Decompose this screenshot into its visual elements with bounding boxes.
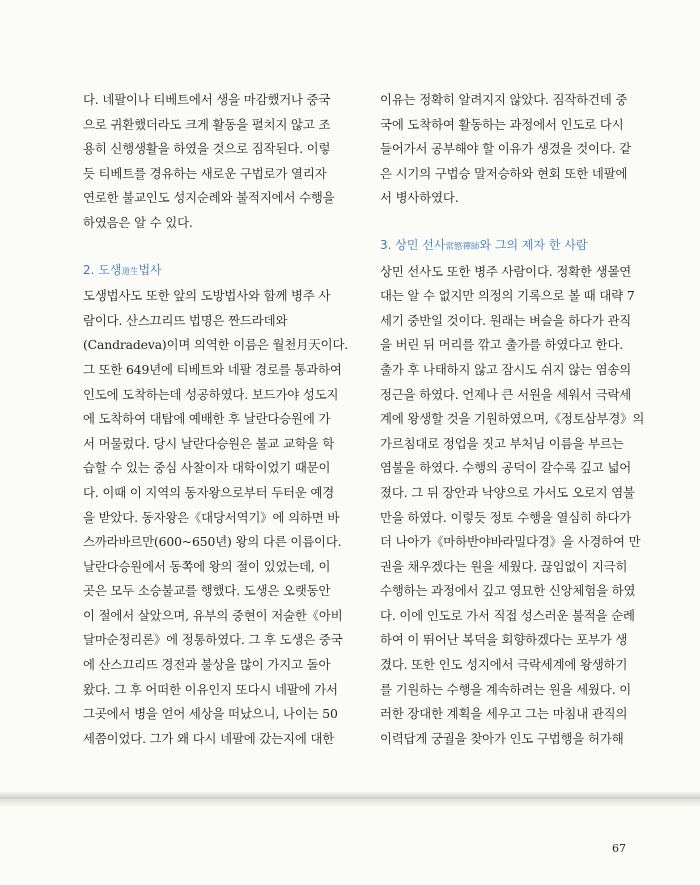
text-line: 세기 중반일 것이다. 원래는 벼슬을 하다가 관직 — [380, 312, 632, 328]
text-line: 곳은 모두 소승불교를 행했다. 도생은 오랫동안 — [83, 583, 331, 599]
text-line: 다. 이에 인도로 가서 직접 성스러운 불적을 순례 — [380, 607, 635, 623]
text-line: 서 머물렀다. 당시 날란다승원은 불교 교학을 학 — [83, 435, 335, 451]
text-line: 출가 후 나태하지 않고 잠시도 쉬지 않는 염송의 — [380, 361, 632, 377]
text-line: 염불을 하였다. 수행의 공덕이 갈수록 깊고 넓어 — [380, 460, 632, 476]
text-line: 인도에 도착하는데 성공하였다. 보드가야 성도지 — [83, 386, 339, 402]
text-line: 날란다승원에서 동쪽에 왕의 절이 있었는데, 이 — [83, 558, 331, 574]
heading-2-suffix: 법사 — [138, 262, 162, 277]
text-line: 용히 신행생활을 하였을 것으로 짐작된다. 이렇 — [83, 141, 331, 157]
text-line: 다. 이때 이 지역의 동자왕으로부터 두터운 예경 — [83, 484, 335, 500]
text-line: 달마순정리론》에 정통하였다. 그 후 도생은 중국 — [83, 632, 343, 648]
heading-3-text: 3. 상민 선사 — [380, 237, 446, 252]
text-line: 다. 네팔이나 티베트에서 생을 마감했거나 중국 — [83, 92, 331, 107]
text-line: 상민 선사도 또한 병주 사람이다. 정확한 생몰연 — [380, 263, 632, 279]
footer-divider-line — [0, 797, 700, 799]
text-line: 은 시기의 구법승 말저승하와 현회 또한 네팔에 — [380, 165, 628, 181]
text-line: 하였음은 알 수 있다. — [83, 214, 193, 230]
text-line: 겼다. 또한 인도 성지에서 극락세계에 왕생하기 — [380, 657, 628, 673]
text-line: 습할 수 있는 중심 사찰이자 대학이었기 때문이 — [83, 460, 331, 476]
text-line: (Candradeva)이며 의역한 이름은 월천月天이다. — [83, 337, 349, 353]
text-line: 를 기원하는 수행을 계속하려는 원을 세웠다. 이 — [380, 681, 632, 697]
text-line: 국에 도착하여 활동하는 과정에서 인도로 다시 — [380, 116, 624, 132]
text-line: 에 도착하여 대탑에 예배한 후 날란다승원에 가 — [83, 411, 331, 427]
heading-3-suffix: 와 그의 제자 한 사람 — [479, 237, 588, 252]
right-paragraph-2 — [380, 260, 648, 752]
text-line: 이유는 정확히 알려지지 않았다. 짐작하건데 중 — [380, 92, 628, 107]
page-number: 67 — [612, 842, 626, 855]
text-line: 람이다. 산스끄리뜨 법명은 짠드라데와 — [83, 312, 288, 328]
text-line: 정근을 하였다. 언제나 큰 서원을 세워서 극락세 — [380, 386, 632, 402]
text-line: 권을 채우겠다는 원을 세웠다. 끊임없이 지극히 — [380, 558, 628, 574]
text-line: 더 나아가《마하반야바라밀다경》을 사경하여 만 — [380, 534, 641, 550]
left-column — [83, 88, 351, 751]
section-heading-3 — [380, 233, 648, 260]
text-line: 연로한 불교인도 성지순례와 불적지에서 수행을 — [83, 190, 335, 206]
text-line: 세쯤이었다. 그가 왜 다시 네팔에 갔는지에 대한 — [83, 730, 335, 746]
text-line: 하여 이 뛰어난 복덕을 회향하겠다는 포부가 생 — [380, 632, 628, 648]
text-line: 이 절에서 살았으며, 유부의 중현이 저술한《아비 — [83, 607, 343, 623]
text-line: 으로 귀환했더라도 크게 활동을 펼치지 않고 조 — [83, 116, 331, 132]
text-line: 도생법사도 또한 앞의 도방법사와 함께 병주 사 — [83, 288, 331, 304]
left-paragraph-2 — [83, 284, 351, 751]
text-line: 을 받았다. 동자왕은《대당서역기》에 의하면 바 — [83, 509, 340, 525]
text-line: 들어가서 공부해야 할 이유가 생겼을 것이다. 같 — [380, 141, 632, 157]
text-line: 스까라바르만(600~650년) 왕의 다른 이름이다. — [83, 534, 342, 550]
text-line: 그 또한 649년에 티베트와 네팔 경로를 통과하여 — [83, 361, 342, 377]
text-line: 왔다. 그 후 어떠한 이유인지 또다시 네팔에 가서 — [83, 681, 338, 697]
text-line: 듯 티베트를 경유하는 새로운 구법로가 열리자 — [83, 165, 327, 181]
text-line: 서 병사하였다. — [380, 190, 459, 206]
text-line: 대는 알 수 없지만 의정의 기록으로 볼 때 대략 7 — [380, 288, 635, 304]
text-line: 에 산스끄리뜨 경전과 불상을 많이 가지고 돌아 — [83, 657, 331, 673]
text-line: 계에 왕생할 것을 기원하였으며,《정토삼부경》의 — [380, 411, 645, 427]
text-line: 이력답게 궁궐을 찾아가 인도 구법행을 허가해 — [380, 730, 624, 746]
text-line: 가르침대로 정업을 짓고 부처님 이름을 부르는 — [380, 435, 624, 451]
text-line: 그곳에서 병을 얻어 세상을 떠났으니, 나이는 50 — [83, 706, 338, 722]
footer-divider — [0, 792, 700, 806]
heading-2-hanja: 道生 — [121, 266, 139, 277]
text-line: 수행하는 과정에서 깊고 영묘한 신앙체험을 하였 — [380, 583, 636, 599]
heading-2-text: 2. 도생 — [83, 262, 122, 277]
text-line: 을 버린 뒤 머리를 깎고 출가를 하였다고 한다. — [380, 337, 624, 353]
section-heading-2 — [83, 258, 351, 285]
text-line: 러한 장대한 계획을 세우고 그는 마침내 관직의 — [380, 706, 628, 722]
right-paragraph-1 — [380, 88, 648, 211]
right-column — [380, 88, 648, 751]
text-line: 졌다. 그 뒤 장안과 낙양으로 가서도 오로지 염불 — [380, 484, 635, 500]
left-paragraph-1 — [83, 88, 351, 236]
heading-3-hanja: 常慜禪師 — [445, 241, 480, 252]
text-line: 만을 하였다. 이렇듯 정토 수행을 열심히 하다가 — [380, 509, 632, 525]
